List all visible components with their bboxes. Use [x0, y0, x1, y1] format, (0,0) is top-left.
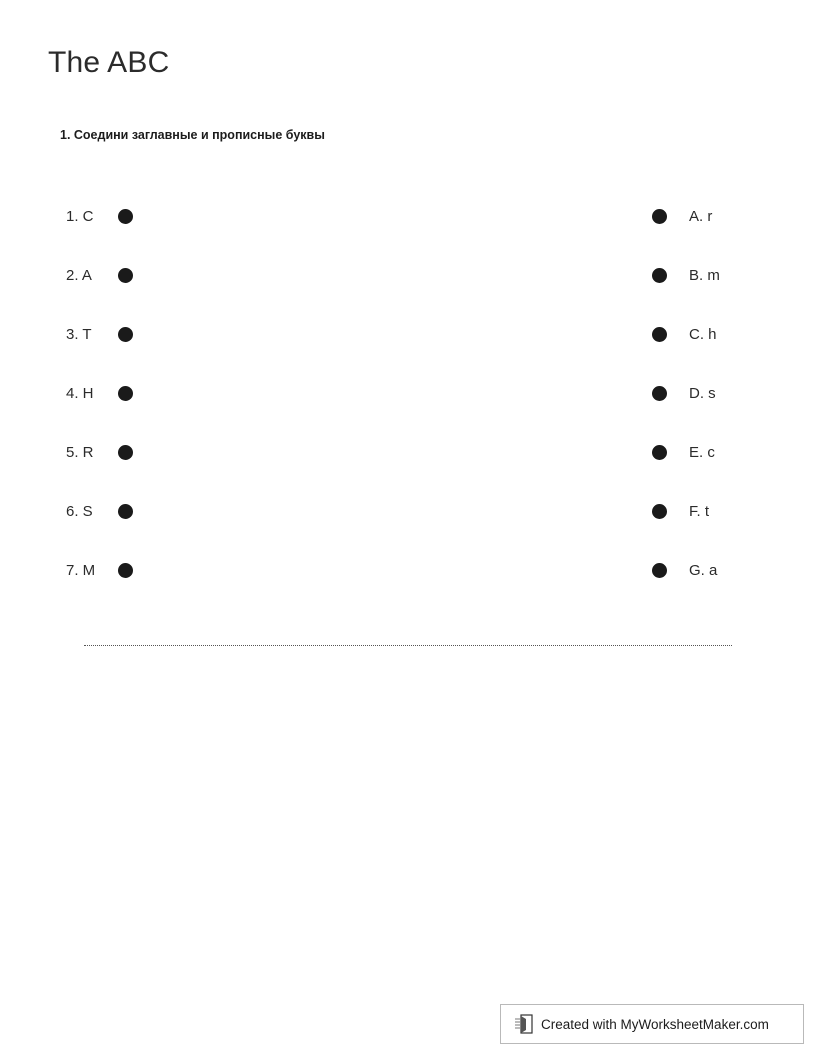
right-option-label: C. h	[689, 325, 717, 343]
matching-row	[0, 196, 816, 255]
matching-row	[0, 550, 816, 609]
left-option-label: 1. C	[66, 207, 94, 225]
left-option-2[interactable]	[66, 255, 133, 295]
connector-dot-icon[interactable]	[652, 563, 667, 578]
matching-row	[0, 491, 816, 550]
left-option-7[interactable]	[66, 550, 133, 590]
connector-dot-icon[interactable]	[118, 563, 133, 578]
connector-dot-icon[interactable]	[652, 268, 667, 283]
left-option-label: 4. H	[66, 384, 94, 402]
section-divider	[84, 644, 732, 646]
worksheet-maker-logo-icon	[515, 1014, 533, 1034]
footer-attribution-text: Created with MyWorksheetMaker.com	[541, 1016, 769, 1032]
connector-dot-icon[interactable]	[652, 327, 667, 342]
right-option-3[interactable]	[652, 314, 717, 354]
right-option-label: B. m	[689, 266, 720, 284]
left-option-label: 6. S	[66, 502, 93, 520]
right-option-4[interactable]	[652, 373, 716, 413]
left-option-1[interactable]	[66, 196, 133, 236]
right-option-label: A. r	[689, 207, 713, 225]
left-option-3[interactable]	[66, 314, 133, 354]
right-option-label: F. t	[689, 502, 710, 520]
matching-row	[0, 314, 816, 373]
right-option-5[interactable]	[652, 432, 715, 472]
right-option-label: D. s	[689, 384, 716, 402]
left-option-4[interactable]	[66, 373, 133, 413]
connector-dot-icon[interactable]	[118, 504, 133, 519]
left-option-6[interactable]	[66, 491, 133, 531]
matching-exercise	[0, 196, 816, 609]
left-option-label: 5. R	[66, 443, 94, 461]
page-title: The ABC	[48, 46, 170, 79]
right-option-7[interactable]	[652, 550, 717, 590]
right-option-6[interactable]	[652, 491, 709, 531]
right-option-label: G. a	[689, 561, 718, 579]
matching-row	[0, 432, 816, 491]
right-option-1[interactable]	[652, 196, 712, 236]
exercise-instruction: 1. Соедини заглавные и прописные буквы	[60, 128, 325, 142]
left-option-label: 7. M	[66, 561, 96, 579]
matching-row	[0, 373, 816, 432]
left-option-label: 3. T	[66, 325, 92, 343]
left-option-5[interactable]	[66, 432, 133, 472]
right-option-label: E. c	[689, 443, 715, 461]
connector-dot-icon[interactable]	[118, 386, 133, 401]
connector-dot-icon[interactable]	[652, 445, 667, 460]
connector-dot-icon[interactable]	[652, 504, 667, 519]
footer-attribution-badge	[500, 1004, 804, 1044]
connector-dot-icon[interactable]	[652, 209, 667, 224]
left-option-label: 2. A	[66, 266, 92, 284]
right-option-2[interactable]	[652, 255, 720, 295]
connector-dot-icon[interactable]	[118, 445, 133, 460]
matching-row	[0, 255, 816, 314]
connector-dot-icon[interactable]	[118, 268, 133, 283]
connector-dot-icon[interactable]	[118, 327, 133, 342]
connector-dot-icon[interactable]	[652, 386, 667, 401]
connector-dot-icon[interactable]	[118, 209, 133, 224]
